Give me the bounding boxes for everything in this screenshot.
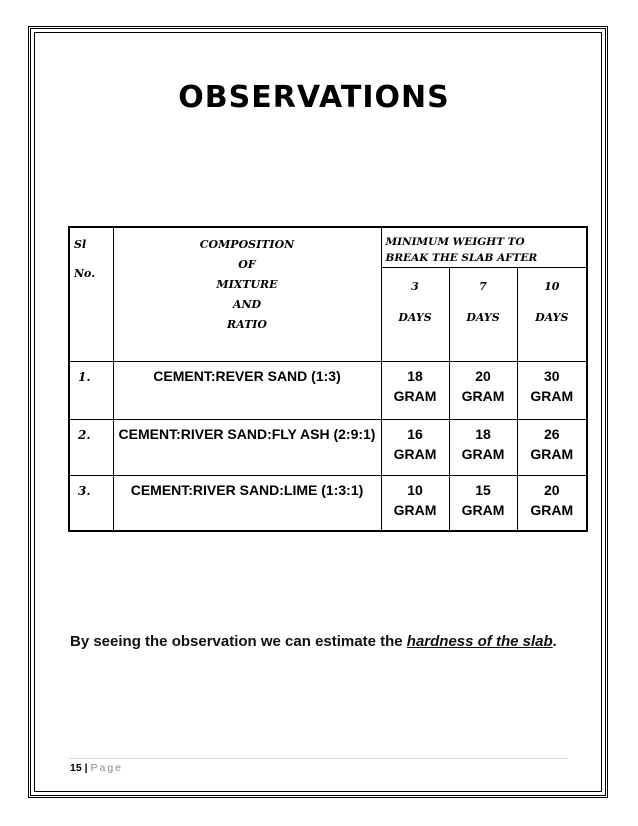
header-composition: COMPOSITION OF MIXTURE AND RATIO <box>113 227 381 361</box>
weight-7-days: 18 GRAM <box>449 419 517 475</box>
header-day-3: 3 DAYS <box>381 267 449 361</box>
weight-3-days: 10 GRAM <box>381 475 449 531</box>
mixture-composition: CEMENT:RIVER SAND:FLY ASH (2:9:1) <box>113 419 381 475</box>
table-row <box>69 361 587 419</box>
header-minimum-weight: MINIMUM WEIGHT TO BREAK THE SLAB AFTER <box>381 227 587 267</box>
weight-3-days: 16 GRAM <box>381 419 449 475</box>
weight-7-days: 20 GRAM <box>449 361 517 419</box>
page-footer <box>70 762 123 774</box>
observation-paragraph: By seeing the observation we can estimate the hardness of the slab. <box>70 633 557 650</box>
row-number: 2. <box>69 419 113 475</box>
footer-divider <box>68 758 568 759</box>
mixture-composition: CEMENT:RIVER SAND:LIME (1:3:1) <box>113 475 381 531</box>
row-number: 1. <box>69 361 113 419</box>
page-label: Page <box>90 762 124 774</box>
observations-table <box>68 226 588 532</box>
weight-10-days: 30 GRAM <box>517 361 587 419</box>
header-sl-no: Sl No. <box>69 227 113 361</box>
weight-10-days: 26 GRAM <box>517 419 587 475</box>
header-day-7: 7 DAYS <box>449 267 517 361</box>
weight-3-days: 18 GRAM <box>381 361 449 419</box>
row-number: 3. <box>69 475 113 531</box>
page-title: OBSERVATIONS <box>178 80 450 115</box>
weight-10-days: 20 GRAM <box>517 475 587 531</box>
header-day-10: 10 DAYS <box>517 267 587 361</box>
table-row <box>69 475 587 531</box>
weight-7-days: 15 GRAM <box>449 475 517 531</box>
emphasis-text: hardness of the slab <box>406 633 553 650</box>
footer-separator: | <box>84 762 88 774</box>
page-number: 15 <box>70 762 82 774</box>
mixture-composition: CEMENT:REVER SAND (1:3) <box>113 361 381 419</box>
table-row <box>69 419 587 475</box>
